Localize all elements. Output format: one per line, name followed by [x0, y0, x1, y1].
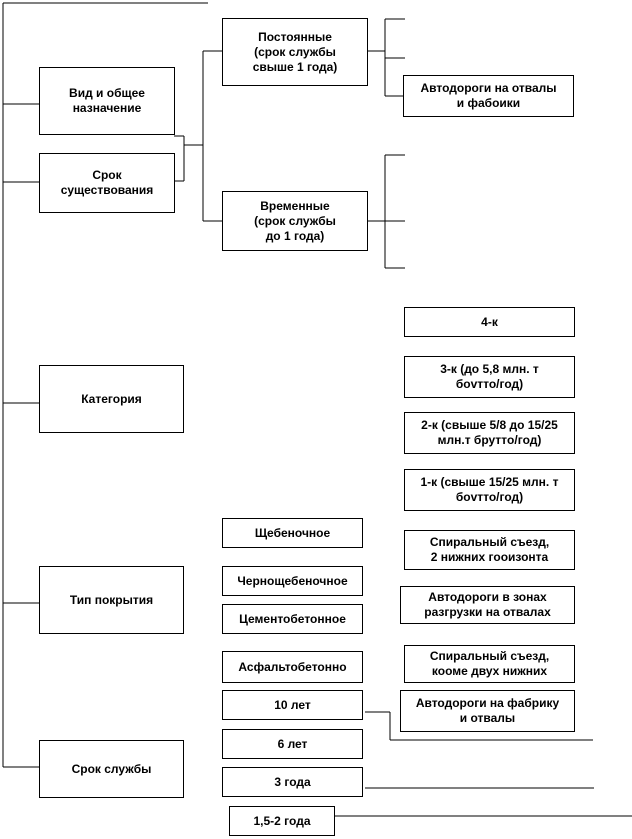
box-srok-sluzhby: Срок службы	[39, 740, 184, 798]
box-chernoshchebenochnoe: Чернощебеночное	[222, 566, 363, 596]
box-6-let: 6 лет	[222, 729, 363, 759]
box-avtodorogi-otvaly-fabriki: Автодороги на отвалы и фабоики	[403, 75, 574, 117]
box-srok-sushchestvovaniya: Срок существования	[39, 153, 175, 213]
box-shchebenochnoe: Щебеночное	[222, 518, 363, 548]
box-kategoriya-1: 1-к (свыше 15/25 млн. т боvтто/год)	[404, 469, 575, 511]
box-kategoriya: Категория	[39, 365, 184, 433]
box-vremennye: Временные (срок службы до 1 года)	[222, 191, 368, 251]
box-kategoriya-4: 4-к	[404, 307, 575, 337]
box-10-let: 10 лет	[222, 690, 363, 720]
box-kategoriya-2: 2-к (свыше 5/8 до 15/25 млн.т бруттo/год)	[404, 412, 575, 454]
box-spiralnyy-sezd-2-gorizonta: Спиральный съезд, 2 нижних гооизонта	[404, 530, 575, 570]
box-tip-pokrytiya: Тип покрытия	[39, 566, 184, 634]
box-spiralnyy-sezd-krome: Спиральный съезд, кооме двух нижних	[404, 645, 575, 683]
box-avtodorogi-fabrika-otvaly: Автодороги на фабрику и отвалы	[400, 690, 575, 732]
box-kategoriya-3: 3-к (до 5,8 млн. т боvтто/год)	[404, 356, 575, 398]
box-cementobetonnoe: Цементобетонное	[222, 604, 363, 634]
box-vid-naznachenie: Вид и общее назначение	[39, 67, 175, 135]
box-asfaltobetonnoe: Асфальтобетонно	[222, 651, 363, 683]
box-1-5-2-goda: 1,5-2 года	[229, 806, 335, 836]
box-postoyannye: Постоянные (срок службы свыше 1 года)	[222, 18, 368, 86]
box-3-goda: 3 года	[222, 767, 363, 797]
box-avtodorogi-razgruzka: Автодороги в зонах разгрузки на отвалах	[400, 586, 575, 624]
